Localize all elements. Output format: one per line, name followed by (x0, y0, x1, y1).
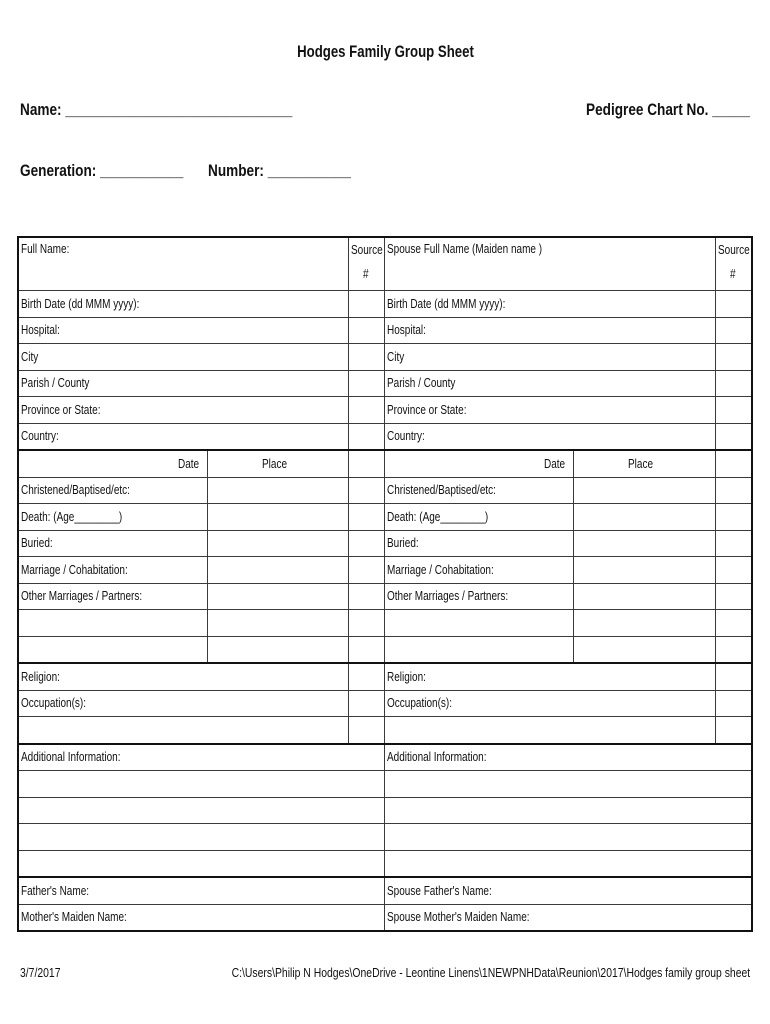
place-cell[interactable] (573, 557, 715, 584)
family-group-table (17, 236, 753, 932)
source-cell[interactable] (715, 557, 752, 584)
source-cell[interactable] (715, 690, 752, 717)
table-row (18, 504, 752, 531)
source-cell[interactable] (715, 344, 752, 371)
blank-cell[interactable] (384, 610, 573, 637)
table-row (18, 423, 752, 450)
additional-info-line[interactable] (384, 850, 752, 877)
christened-cell[interactable]: Christened/Baptised/etc: (18, 477, 207, 504)
additional-info-line[interactable] (384, 824, 752, 851)
source-cell[interactable] (348, 397, 384, 424)
table-row (18, 317, 752, 344)
occupation-cell[interactable]: Occupation(s): (18, 690, 348, 717)
table-row (18, 370, 752, 397)
spouse-additional-info-cell[interactable]: Additional Information: (384, 744, 752, 771)
source-cell[interactable] (348, 477, 384, 504)
additional-info-line[interactable] (18, 771, 384, 798)
source-cell[interactable] (715, 504, 752, 531)
country-cell[interactable]: Country: (18, 423, 348, 450)
source-cell[interactable] (715, 583, 752, 610)
source-cell[interactable] (348, 636, 384, 663)
footer-date: 3/7/2017 (20, 965, 61, 980)
additional-info-line[interactable] (18, 850, 384, 877)
additional-info-line[interactable] (18, 824, 384, 851)
place-cell[interactable] (573, 636, 715, 663)
source-cell[interactable] (715, 317, 752, 344)
spouse-father-name-cell[interactable]: Spouse Father's Name: (384, 877, 752, 904)
table-row (18, 663, 752, 690)
spouse-death-cell[interactable]: Death: (Age________) (384, 504, 573, 531)
additional-info-line[interactable] (18, 797, 384, 824)
source-cell[interactable] (348, 344, 384, 371)
death-cell[interactable]: Death: (Age________) (18, 504, 207, 531)
table-row (18, 717, 752, 744)
table-row (18, 237, 752, 291)
table-row (18, 877, 752, 904)
spouse-parish-cell[interactable]: Parish / County (384, 370, 715, 397)
place-cell[interactable] (207, 557, 348, 584)
blank-cell[interactable] (384, 717, 715, 744)
table-row (18, 477, 752, 504)
table-row (18, 557, 752, 584)
birth-date-cell[interactable]: Birth Date (dd MMM yyyy): (18, 291, 348, 318)
source-cell (715, 450, 752, 477)
place-cell[interactable] (573, 504, 715, 531)
source-cell[interactable] (348, 291, 384, 318)
source-cell[interactable] (715, 530, 752, 557)
parish-cell[interactable]: Parish / County (18, 370, 348, 397)
blank-cell[interactable] (18, 636, 207, 663)
spouse-full-name-cell[interactable]: Spouse Full Name (Maiden name ) (384, 237, 715, 291)
full-name-cell[interactable]: Full Name: (18, 237, 348, 291)
spouse-religion-cell[interactable]: Religion: (384, 663, 715, 690)
province-cell[interactable]: Province or State: (18, 397, 348, 424)
place-cell[interactable] (573, 610, 715, 637)
buried-cell[interactable]: Buried: (18, 530, 207, 557)
table-row (18, 291, 752, 318)
number-field[interactable]: Number: ___________ (208, 161, 351, 180)
name-field[interactable]: Name: ______________________________ (20, 100, 293, 119)
date-header: Date (18, 450, 207, 477)
pedigree-chart-field[interactable]: Pedigree Chart No. _____ (585, 100, 750, 119)
place-cell[interactable] (573, 477, 715, 504)
source-cell[interactable] (348, 557, 384, 584)
spouse-hospital-cell[interactable]: Hospital: (384, 317, 715, 344)
city-cell[interactable]: City (18, 344, 348, 371)
place-cell[interactable] (207, 477, 348, 504)
source-cell[interactable] (348, 610, 384, 637)
place-cell[interactable] (207, 504, 348, 531)
mother-maiden-name-cell[interactable]: Mother's Maiden Name: (18, 904, 384, 931)
table-row (18, 744, 752, 771)
footer-file-path: C:\Users\Philip N Hodges\OneDrive - Leontine Linens\1NEWPNHData\Reunion\2017\Hodges family group sheet (231, 965, 750, 980)
source-cell[interactable] (715, 370, 752, 397)
source-cell[interactable] (348, 504, 384, 531)
spouse-country-cell[interactable]: Country: (384, 423, 715, 450)
table-row (18, 771, 752, 798)
source-cell[interactable] (348, 583, 384, 610)
table-row (18, 397, 752, 424)
source-cell[interactable] (348, 690, 384, 717)
source-cell[interactable] (715, 636, 752, 663)
spouse-buried-cell[interactable]: Buried: (384, 530, 573, 557)
place-cell[interactable] (207, 610, 348, 637)
hospital-cell[interactable]: Hospital: (18, 317, 348, 344)
table-row (18, 610, 752, 637)
table-row (18, 344, 752, 371)
blank-cell[interactable] (18, 717, 348, 744)
spouse-source-header: Source # (715, 237, 752, 291)
religion-cell[interactable]: Religion: (18, 663, 348, 690)
source-cell[interactable] (348, 663, 384, 690)
table-row (18, 824, 752, 851)
spouse-occupation-cell[interactable]: Occupation(s): (384, 690, 715, 717)
place-cell[interactable] (573, 530, 715, 557)
father-name-cell[interactable]: Father's Name: (18, 877, 384, 904)
spouse-mother-maiden-name-cell[interactable]: Spouse Mother's Maiden Name: (384, 904, 752, 931)
source-cell[interactable] (715, 717, 752, 744)
spouse-other-marriages-cell[interactable]: Other Marriages / Partners: (384, 583, 573, 610)
source-cell[interactable] (715, 397, 752, 424)
spouse-province-cell[interactable]: Province or State: (384, 397, 715, 424)
source-cell[interactable] (715, 477, 752, 504)
source-cell[interactable] (715, 610, 752, 637)
spouse-birth-date-cell[interactable]: Birth Date (dd MMM yyyy): (384, 291, 715, 318)
date-place-header-row (18, 450, 752, 477)
additional-info-line[interactable] (384, 797, 752, 824)
additional-info-line[interactable] (384, 771, 752, 798)
place-cell[interactable] (573, 583, 715, 610)
source-cell[interactable] (348, 423, 384, 450)
table-row (18, 904, 752, 931)
source-cell[interactable] (715, 423, 752, 450)
place-cell[interactable] (207, 583, 348, 610)
table-row (18, 583, 752, 610)
source-cell[interactable] (348, 530, 384, 557)
source-cell[interactable] (348, 317, 384, 344)
source-cell[interactable] (348, 717, 384, 744)
table-row (18, 797, 752, 824)
source-header: Source # (348, 237, 384, 291)
source-cell[interactable] (715, 663, 752, 690)
place-cell[interactable] (207, 530, 348, 557)
blank-cell[interactable] (18, 610, 207, 637)
spouse-christened-cell[interactable]: Christened/Baptised/etc: (384, 477, 573, 504)
blank-cell[interactable] (384, 636, 573, 663)
source-cell[interactable] (348, 370, 384, 397)
additional-info-cell[interactable]: Additional Information: (18, 744, 384, 771)
place-cell[interactable] (207, 636, 348, 663)
table-row (18, 636, 752, 663)
table-row (18, 690, 752, 717)
marriage-cell[interactable]: Marriage / Cohabitation: (18, 557, 207, 584)
generation-field[interactable]: Generation: ___________ (20, 161, 184, 180)
other-marriages-cell[interactable]: Other Marriages / Partners: (18, 583, 207, 610)
page-title: Hodges Family Group Sheet (296, 43, 474, 61)
source-cell (348, 450, 384, 477)
spouse-place-header: Place (573, 450, 715, 477)
spouse-date-header: Date (384, 450, 573, 477)
table-row (18, 850, 752, 877)
table-row (18, 530, 752, 557)
source-cell[interactable] (715, 291, 752, 318)
spouse-city-cell[interactable]: City (384, 344, 715, 371)
spouse-marriage-cell[interactable]: Marriage / Cohabitation: (384, 557, 573, 584)
place-header: Place (207, 450, 348, 477)
